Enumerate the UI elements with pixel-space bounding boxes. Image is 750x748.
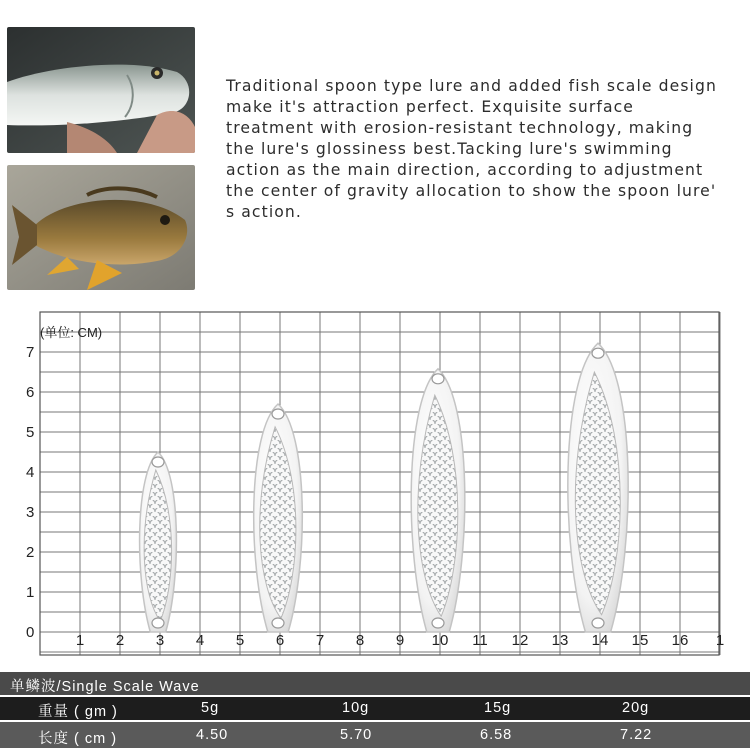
weight-cell: 20g [622,700,650,716]
lure-spoon [568,343,628,632]
lure-hole-bottom [432,618,444,628]
lure-spoon [254,404,303,632]
table-weight-row [0,697,750,720]
x-tick-label: 16 [671,632,689,649]
x-tick-label: 6 [275,632,285,649]
x-tick-label: 11 [472,632,488,649]
lure-hole-bottom [272,618,284,628]
y-tick-label: 6 [26,384,35,401]
x-tick-label: 3 [155,632,165,649]
lure-hole-bottom [592,618,604,628]
x-tick-label: 1 [75,632,85,649]
fish-photo-2 [7,165,195,290]
lure-hole-top [432,374,444,384]
table-title-row [0,672,750,695]
unit-label: (单位: CM) [40,325,103,340]
x-tick-label: 9 [395,632,405,649]
length-cell: 4.50 [196,727,229,743]
weight-cell: 10g [342,700,370,716]
x-tick-label: 5 [235,632,245,649]
y-tick-label: 2 [26,544,35,561]
y-tick-label: 5 [26,424,35,441]
weight-label: 重量 ( gm ) [38,704,118,720]
lure-spoon [411,369,465,632]
x-tick-label: 15 [631,632,649,649]
product-description: Traditional spoon type lure and added fish scale design make it's attraction perfect. Exquisite surface treatment with erosion-resistant technology, making the lure's glossiness best.Tacking lure's swimming action as the main direction, according to adjustment the center of gravity allocation to show the spoon lure' s action. [226,77,717,221]
table-title: 单鳞波/Single Scale Wave [10,679,200,695]
y-tick-label: 3 [26,504,35,521]
spec-table [0,672,750,748]
x-tick-label: 7 [315,632,325,649]
y-tick-label: 1 [26,584,35,601]
length-label: 长度 ( cm ) [38,731,118,747]
lure-hole-bottom [152,618,164,628]
lure-hole-top [592,348,604,358]
lure-size-chart [0,300,750,670]
length-cell: 6.58 [480,727,513,743]
x-tick-label: 14 [591,632,609,649]
length-cell: 5.70 [340,727,373,743]
x-tick-label: 12 [511,632,529,649]
x-tick-label: 2 [115,632,125,649]
length-cell: 7.22 [620,727,653,743]
x-tick-label: 4 [195,632,205,649]
weight-cell: 5g [201,700,220,716]
table-length-row [0,722,750,748]
lure-spoon [140,452,177,632]
x-tick-label: 13 [551,632,569,649]
lure-hole-top [272,409,284,419]
y-tick-label: 0 [26,624,35,641]
x-tick-label: 10 [431,632,449,649]
y-tick-label: 4 [26,464,35,481]
y-tick-label: 7 [26,344,35,361]
weight-cell: 15g [484,700,512,716]
x-tick-label: 1 [715,632,725,649]
x-tick-label: 8 [355,632,365,649]
lure-hole-top [152,457,164,467]
fish-photo-1 [7,27,195,153]
